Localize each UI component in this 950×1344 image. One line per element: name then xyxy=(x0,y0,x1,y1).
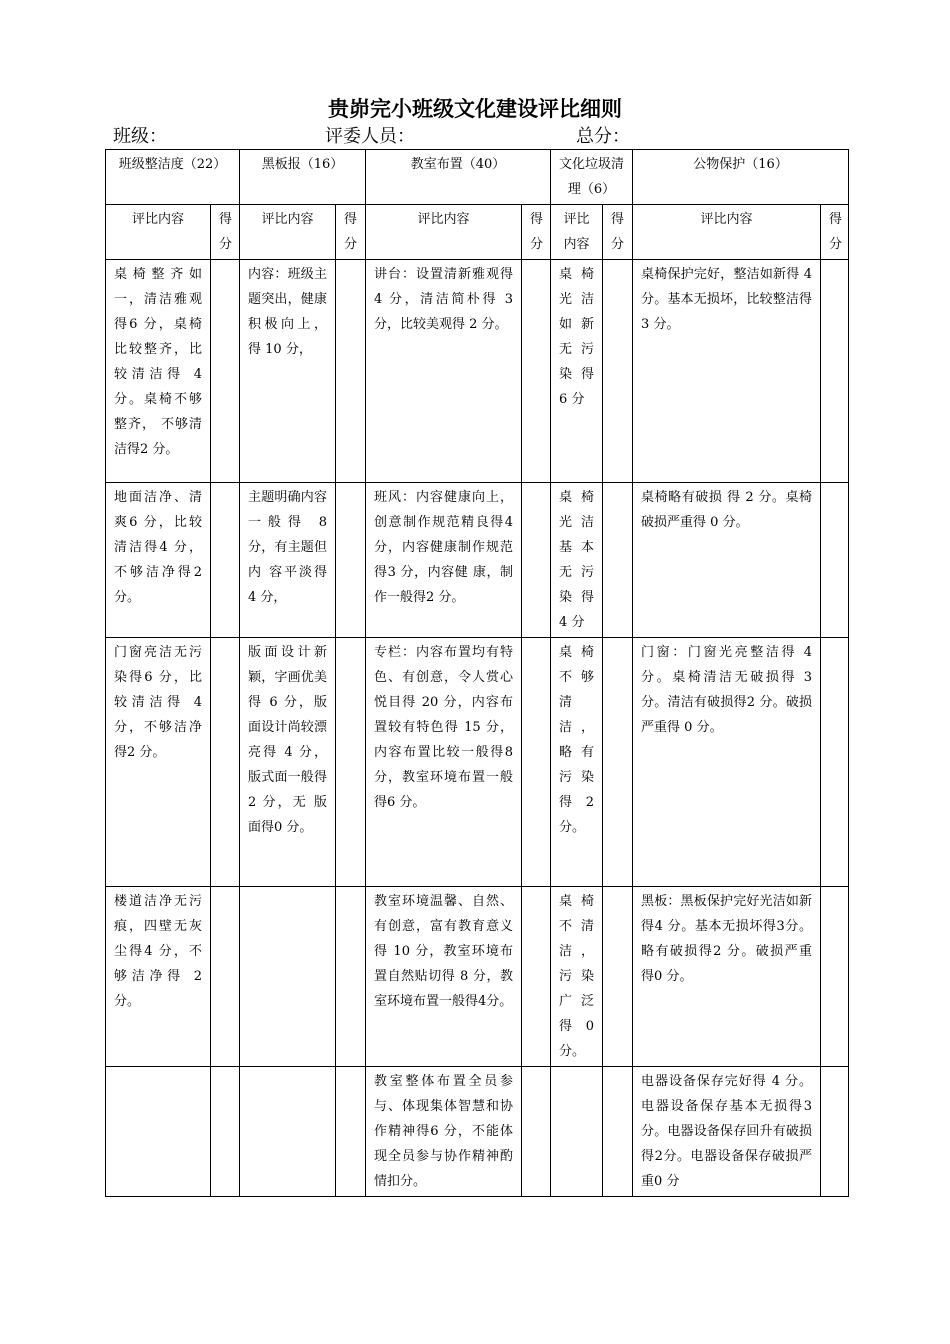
score-cell[interactable] xyxy=(522,1067,551,1197)
criteria-cell: 桌椅略有破损 得 2 分。桌椅破损严重得 0 分。 xyxy=(633,483,821,638)
criteria-cell: 桌椅不清洁，污染广泛得 0 分。 xyxy=(551,887,603,1067)
criteria-cell: 桌椅不够清洁，略有污染得 2 分。 xyxy=(551,638,603,887)
content-header: 评比内容 xyxy=(366,205,522,260)
table-row xyxy=(106,1067,849,1197)
category-header-row xyxy=(106,150,849,205)
class-label: 班级： xyxy=(113,126,167,147)
table-row xyxy=(106,260,849,483)
score-header: 得分 xyxy=(821,205,849,260)
criteria-cell: 桌椅整齐如一，清洁雅观得6 分，桌椅比较整齐，比较清洁得 4 分。桌椅不够整齐， 不够清洁得2 分。 xyxy=(106,260,211,483)
total-score-label: 总分： xyxy=(576,126,630,147)
score-header: 得分 xyxy=(603,205,633,260)
criteria-cell: 讲台：设置清新雅观得 4 分，清洁简朴得 3 分，比较美观得 2 分。 xyxy=(366,260,522,483)
score-cell[interactable] xyxy=(211,483,240,638)
criteria-cell: 桌椅光洁如新无污染得 6 分 xyxy=(551,260,603,483)
score-cell[interactable] xyxy=(336,260,366,483)
criteria-cell: 门窗亮洁无污染得6 分，比较清洁得 4 分，不够洁净得2 分。 xyxy=(106,638,211,887)
criteria-cell xyxy=(240,887,336,1067)
score-cell[interactable] xyxy=(211,638,240,887)
score-cell[interactable] xyxy=(821,483,849,638)
criteria-cell: 教室环境温馨、自然、有创意，富有教育意义得 10 分，教室环境布置自然贴切得 8 分，教室环境布置一般得4分。 xyxy=(366,887,522,1067)
content-header: 评比内容 xyxy=(240,205,336,260)
score-cell[interactable] xyxy=(821,260,849,483)
criteria-cell: 门窗：门窗光亮整洁得 4 分。桌椅清洁无破损得 3 分。清洁有破损得2 分。破损严重得 0 分。 xyxy=(633,638,821,887)
score-cell[interactable] xyxy=(211,1067,240,1197)
score-cell[interactable] xyxy=(603,260,633,483)
criteria-cell: 桌椅保护完好，整洁如新得 4 分。基本无损坏，比较整洁得 3 分。 xyxy=(633,260,821,483)
criteria-cell: 内容：班级主题突出，健康积极向上， 得 10 分， xyxy=(240,260,336,483)
judges-label: 评委人员： xyxy=(325,126,415,147)
score-cell[interactable] xyxy=(522,260,551,483)
score-cell[interactable] xyxy=(522,887,551,1067)
criteria-cell: 电器设备保存完好得 4 分。电器设备保存基本无损得3分。电器设备保存回升有破损得2分。电器设备保存破损严重0 分 xyxy=(633,1067,821,1197)
criteria-cell: 楼道洁净无污痕，四壁无灰尘得4 分，不够洁净得 2 分。 xyxy=(106,887,211,1067)
category-blackboard: 黑板报（16） xyxy=(240,150,366,205)
criteria-cell: 地面洁净、清爽6 分，比较清洁得4 分，不够洁净得2 分。 xyxy=(106,483,211,638)
category-classroom-decor: 教室布置（40） xyxy=(366,150,551,205)
category-garbage-cleanup: 文化垃圾清理（6） xyxy=(551,150,633,205)
criteria-cell: 教室整体布置全员参与、体现集体智慧和协作精神得6 分，不能体现全员参与协作精神酌情扣分。 xyxy=(366,1067,522,1197)
criteria-cell: 版面设计新颖，字画优美得 6 分，版面设计尚较漂亮得 4 分，版式面一般得 2 分，无 版面得0 分。 xyxy=(240,638,336,887)
score-cell[interactable] xyxy=(603,1067,633,1197)
criteria-cell: 主题明确内容一般得 8 分，有主题但内 容平淡得 4 分， xyxy=(240,483,336,638)
score-cell[interactable] xyxy=(336,483,366,638)
category-property-protection: 公物保护（16） xyxy=(633,150,849,205)
criteria-cell xyxy=(240,1067,336,1197)
score-cell[interactable] xyxy=(336,638,366,887)
score-header: 得分 xyxy=(522,205,551,260)
content-header: 评比内容 xyxy=(551,205,603,260)
score-cell[interactable] xyxy=(522,483,551,638)
score-cell[interactable] xyxy=(336,887,366,1067)
score-cell[interactable] xyxy=(522,638,551,887)
score-cell[interactable] xyxy=(336,1067,366,1197)
score-cell[interactable] xyxy=(603,638,633,887)
score-cell[interactable] xyxy=(821,1067,849,1197)
score-cell[interactable] xyxy=(211,887,240,1067)
score-header: 得分 xyxy=(336,205,366,260)
criteria-cell xyxy=(106,1067,211,1197)
score-cell[interactable] xyxy=(821,887,849,1067)
table-row xyxy=(106,483,849,638)
criteria-cell: 班风：内容健康向上，创意制作规范精良得4分，内容健康制作规范得3 分，内容健 康，制作一般得2 分。 xyxy=(366,483,522,638)
criteria-cell xyxy=(551,1067,603,1197)
score-cell[interactable] xyxy=(821,638,849,887)
category-cleanliness: 班级整洁度（22） xyxy=(106,150,240,205)
evaluation-table xyxy=(105,149,849,1197)
table-row xyxy=(106,887,849,1067)
score-cell[interactable] xyxy=(603,887,633,1067)
score-cell[interactable] xyxy=(211,260,240,483)
criteria-cell: 桌椅光洁基本无污染得 4 分 xyxy=(551,483,603,638)
score-cell[interactable] xyxy=(603,483,633,638)
criteria-cell: 专栏：内容布置均有特色、有创意，令人赏心悦目得 20 分，内容布置较有特色得 15 分，内容布置比较一般得8分，教室环境布置一般得6 分。 xyxy=(366,638,522,887)
document-title: 贵峁完小班级文化建设评比细则 xyxy=(328,97,622,121)
score-header: 得分 xyxy=(211,205,240,260)
table-row xyxy=(106,638,849,887)
column-header-row xyxy=(106,205,849,260)
content-header: 评比内容 xyxy=(633,205,821,260)
criteria-cell: 黑板：黑板保护完好光洁如新得4 分。基本无损坏得3分。略有破损得2 分。破损严重 得0 分。 xyxy=(633,887,821,1067)
content-header: 评比内容 xyxy=(106,205,211,260)
